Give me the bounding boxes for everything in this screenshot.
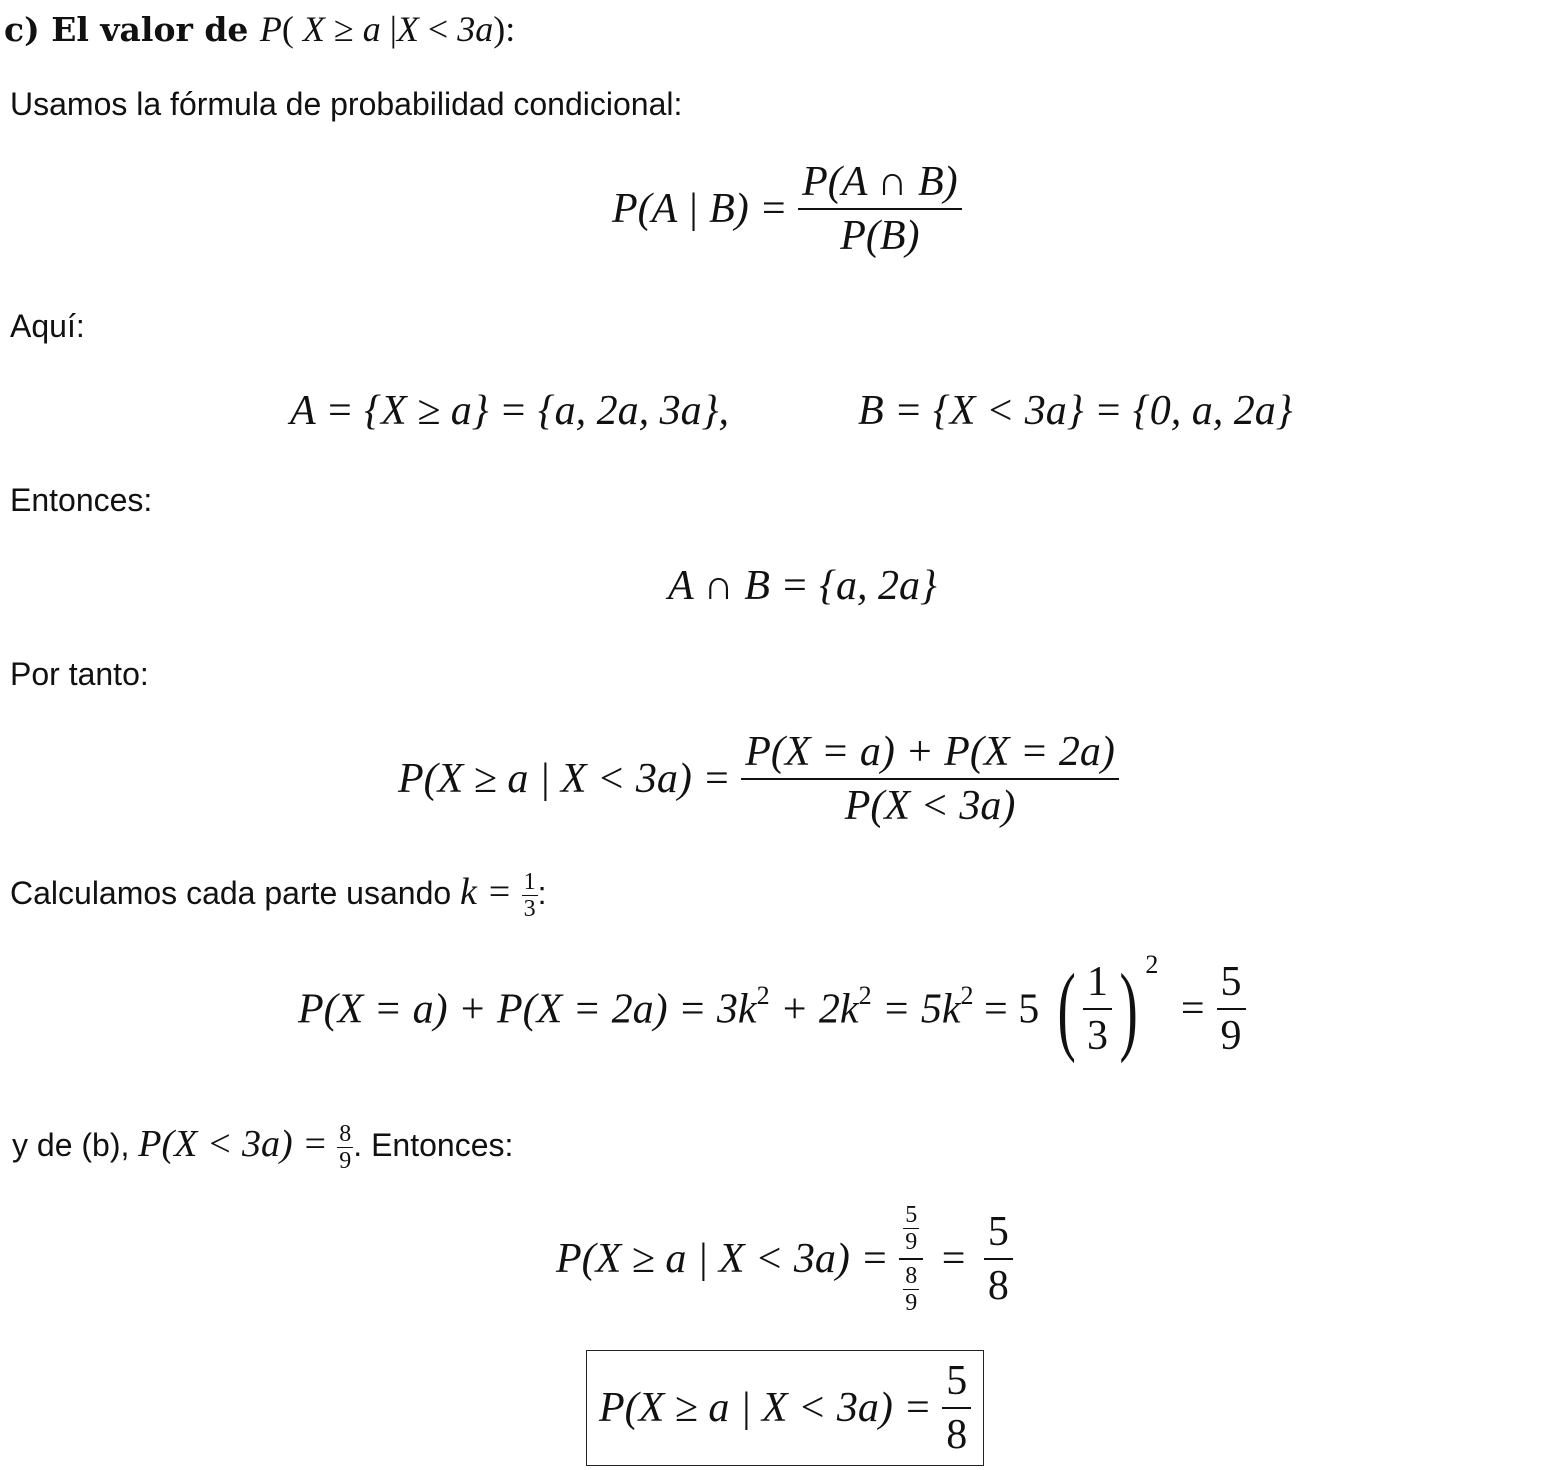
sum-mid2: = 5k xyxy=(871,986,961,1033)
sum-inner-num: 1 xyxy=(1083,960,1112,1010)
conditional-probability-formula xyxy=(612,160,962,258)
sum-result-num: 5 xyxy=(1217,960,1246,1010)
heading-expr-geq: ≥ xyxy=(324,9,363,49)
section-heading xyxy=(4,8,515,50)
final-answer-box xyxy=(586,1350,984,1466)
sum-lhs: P(X = a) + P(X = 2a) = 3k xyxy=(298,986,757,1033)
calc-k-num: 1 xyxy=(523,869,536,896)
calc-prefix: Calculamos cada parte usando xyxy=(10,875,461,911)
sum-exp4: 2 xyxy=(1145,950,1159,979)
sum-mid1: + 2k xyxy=(769,986,859,1033)
heading-expr-x1: X xyxy=(302,9,325,49)
set-b-definition: B = {X < 3a} = {0, a, 2a} xyxy=(858,388,1293,434)
calc-suffix: : xyxy=(537,875,547,911)
entonces-label: Entonces: xyxy=(10,482,153,518)
from-b-text xyxy=(12,1122,513,1173)
result-top-den: 9 xyxy=(905,1229,918,1255)
result-top-fraction xyxy=(903,1203,919,1254)
from-b-den: 9 xyxy=(339,1148,352,1175)
boxed-fraction xyxy=(942,1359,971,1457)
left-paren: ( xyxy=(1057,953,1076,1065)
from-b-prefix: y de (b), xyxy=(12,1127,139,1163)
formula-numerator: P(A ∩ B) xyxy=(798,160,962,210)
conditional-fraction xyxy=(741,730,1119,828)
intersection-formula: A ∩ B = {a, 2a} xyxy=(668,563,937,609)
heading-expr-x2: X xyxy=(396,9,419,49)
sum-exp2: 2 xyxy=(858,981,872,1010)
por-tanto-label: Por tanto: xyxy=(10,656,149,692)
result-final-fraction xyxy=(984,1210,1013,1308)
from-b-suffix: . Entonces: xyxy=(353,1127,514,1163)
result-bottom xyxy=(899,1260,923,1315)
sum-result-den: 9 xyxy=(1220,1013,1242,1060)
set-a-definition: A = {X ≥ a} = {a, 2a, 3a}, xyxy=(290,388,729,434)
result-formula xyxy=(556,1203,1013,1315)
result-lhs: P(X ≥ a | X < 3a) = xyxy=(556,1236,889,1282)
heading-expr-open: ( xyxy=(281,9,303,49)
conditional-lhs: P(X ≥ a | X < 3a) = xyxy=(398,756,731,803)
result-eq: = xyxy=(941,1236,966,1282)
sum-inner-fraction xyxy=(1083,960,1112,1058)
heading-expr-3a: 3a xyxy=(457,9,494,49)
result-compound-fraction xyxy=(899,1203,923,1315)
conditional-denominator: P(X < 3a) xyxy=(844,783,1016,830)
result-final-num: 5 xyxy=(984,1210,1013,1260)
formula-fraction xyxy=(798,160,962,258)
boxed-num: 5 xyxy=(942,1359,971,1409)
sum-inner-den: 3 xyxy=(1087,1013,1109,1060)
heading-expr-close: ): xyxy=(493,9,516,49)
heading-expr-a: a xyxy=(362,9,381,49)
formula-denominator: P(B) xyxy=(840,213,920,260)
conditional-numerator: P(X = a) + P(X = 2a) xyxy=(741,730,1119,780)
result-bot-den: 9 xyxy=(905,1290,918,1316)
result-bottom-fraction xyxy=(903,1264,919,1315)
sum-mid3: = 5 xyxy=(973,986,1040,1033)
aqui-label: Aquí: xyxy=(10,308,85,344)
sum-formula xyxy=(298,950,1246,1065)
heading-expr-lt: < xyxy=(418,9,458,49)
formula-lhs: P(A | B) = xyxy=(612,186,788,233)
calc-k-den: 3 xyxy=(523,896,536,923)
conditional-expansion-formula xyxy=(398,730,1119,828)
sum-result-fraction xyxy=(1217,960,1246,1058)
calc-k-expr: k = xyxy=(460,871,522,913)
calc-text xyxy=(10,870,546,921)
boxed-lhs: P(X ≥ a | X < 3a) = xyxy=(599,1385,932,1432)
heading-prefix: c) El valor de xyxy=(4,10,260,49)
sum-exp1: 2 xyxy=(756,981,770,1010)
right-paren: ) xyxy=(1119,953,1138,1065)
calc-k-fraction xyxy=(522,870,538,921)
heading-expr-p: P xyxy=(259,9,282,49)
from-b-expr: P(X < 3a) = xyxy=(138,1123,338,1165)
result-top-num: 5 xyxy=(905,1202,918,1228)
sum-eq: = xyxy=(1180,986,1205,1033)
result-final-den: 8 xyxy=(987,1263,1009,1309)
heading-expr-bar: | xyxy=(380,9,397,49)
intro-text: Usamos la fórmula de probabilidad condicional: xyxy=(10,86,683,122)
result-bot-num: 8 xyxy=(905,1263,918,1289)
boxed-den: 8 xyxy=(946,1412,968,1459)
from-b-fraction xyxy=(337,1122,353,1173)
result-top xyxy=(899,1203,923,1260)
from-b-num: 8 xyxy=(339,1121,352,1148)
sum-exp3: 2 xyxy=(960,981,974,1010)
